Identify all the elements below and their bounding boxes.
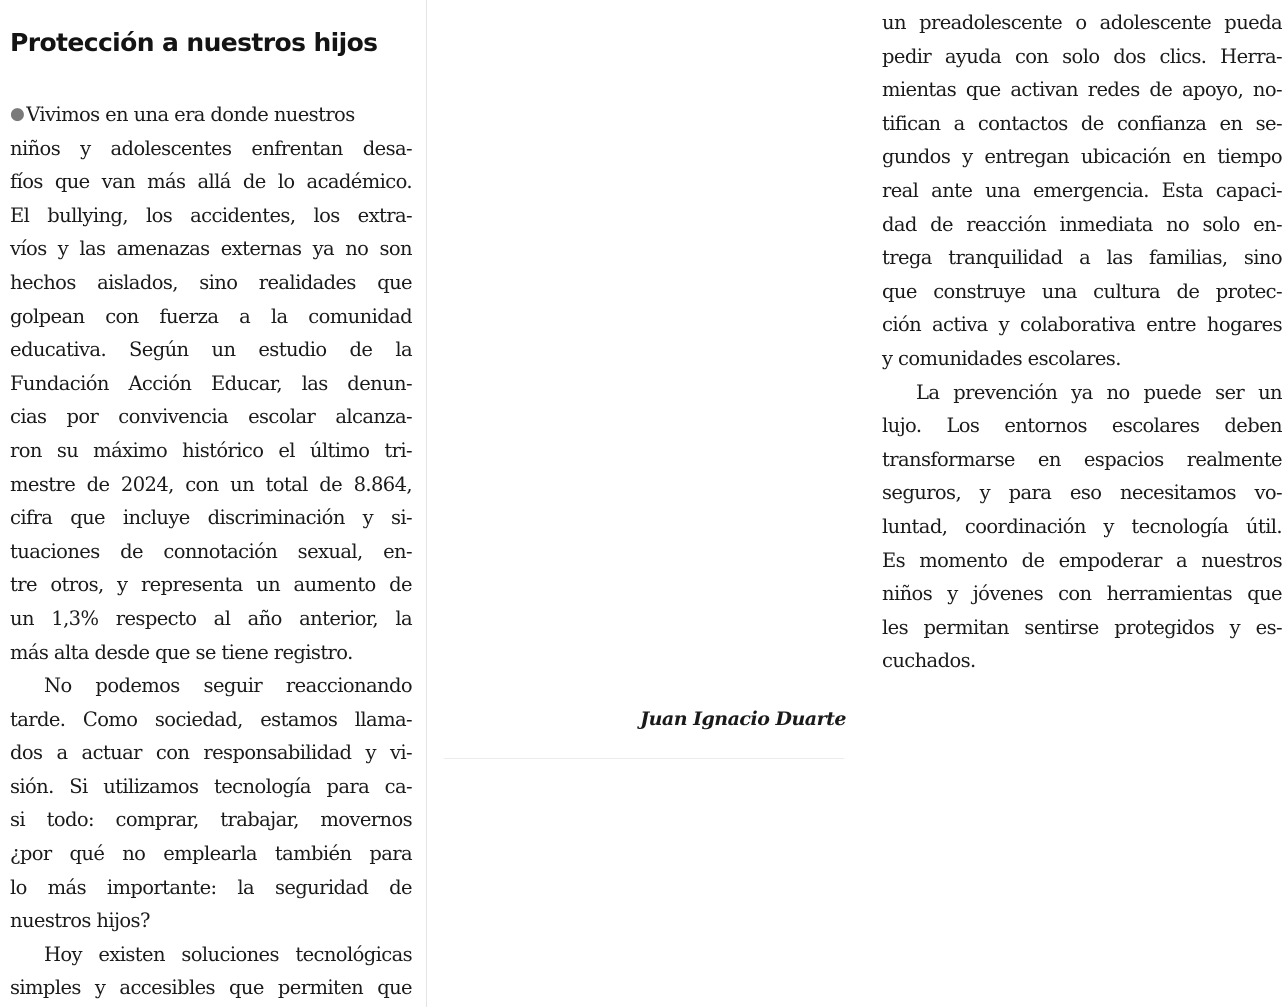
- text-line: [882, 510, 1282, 544]
- line-text: un 1,3% respecto al año anterior, la: [10, 606, 412, 630]
- line-text: cuchados.: [882, 649, 976, 673]
- line-text: tifican a contactos de confianza en se-: [882, 111, 1282, 135]
- text-line: [10, 165, 412, 199]
- text-line: [10, 871, 412, 905]
- text-line: [10, 199, 412, 233]
- text-line: [882, 208, 1282, 242]
- line-text: golpean con fuerza a la comunidad: [10, 304, 412, 328]
- line-text: niños y jóvenes con herramientas que: [882, 582, 1282, 606]
- text-line: [882, 577, 1282, 611]
- right-column-text: [882, 6, 1282, 678]
- line-text: si todo: comprar, trabajar, movernos: [10, 808, 412, 832]
- text-line: [882, 6, 1282, 40]
- text-line: [10, 938, 412, 972]
- text-line: [10, 602, 412, 636]
- line-text: pedir ayuda con solo dos clics. Herra-: [882, 44, 1282, 68]
- line-text: víos y las amenazas externas ya no son: [10, 237, 412, 261]
- line-text: El bullying, los accidentes, los extra-: [10, 203, 412, 227]
- text-line: [10, 468, 412, 502]
- line-text: un preadolescente o adolescente pueda: [882, 11, 1282, 34]
- text-line: [10, 703, 412, 737]
- text-line: [10, 98, 412, 132]
- text-line: [10, 669, 412, 703]
- text-line: [10, 837, 412, 871]
- text-line: [10, 636, 412, 670]
- line-text: dos a actuar con responsabilidad y vi-: [10, 741, 412, 765]
- line-text: ron su máximo histórico el último tri-: [10, 438, 412, 462]
- text-line: [10, 367, 412, 401]
- text-line: [10, 971, 412, 1005]
- line-text: La prevención ya no puede ser un: [916, 380, 1282, 404]
- line-text: Vivimos en una era donde nuestros: [26, 103, 355, 126]
- line-text: más alta desde que se tiene registro.: [10, 640, 353, 664]
- text-line: [10, 501, 412, 535]
- text-line: [10, 132, 412, 166]
- text-line: [10, 232, 412, 266]
- text-line: [10, 803, 412, 837]
- column-divider: [426, 0, 427, 1007]
- text-line: [10, 400, 412, 434]
- line-text: les permitan sentirse protegidos y es-: [882, 615, 1282, 639]
- line-text: cias por convivencia escolar alcanza-: [10, 405, 412, 429]
- text-line: [10, 266, 412, 300]
- text-line: [10, 770, 412, 804]
- line-text: Es momento de empoderar a nuestros: [882, 548, 1282, 572]
- line-text: ¿por qué no emplearla también para: [10, 842, 412, 866]
- text-line: [10, 568, 412, 602]
- author-signature: Juan Ignacio Duarte: [640, 708, 846, 730]
- text-line: [10, 434, 412, 468]
- line-text: seguros, y para eso necesitamos vo-: [882, 481, 1282, 505]
- line-text: lujo. Los entornos escolares deben: [882, 414, 1282, 438]
- text-line: [10, 333, 412, 367]
- line-text: hechos aislados, sino realidades que: [10, 270, 412, 294]
- line-text: real ante una emergencia. Esta capaci-: [882, 178, 1282, 202]
- text-line: [882, 73, 1282, 107]
- line-text: nuestros hijos?: [10, 909, 150, 933]
- text-line: [882, 40, 1282, 74]
- line-text: gundos y entregan ubicación en tiempo: [882, 145, 1282, 169]
- text-line: [882, 611, 1282, 645]
- text-line: [882, 174, 1282, 208]
- line-text: ción activa y colaborativa entre hogares: [882, 313, 1282, 337]
- text-line: [882, 476, 1282, 510]
- line-text: simples y accesibles que permiten que: [10, 976, 412, 1000]
- text-line: [882, 342, 1282, 376]
- line-text: que construye una cultura de protec-: [882, 279, 1282, 303]
- line-text: Hoy existen soluciones tecnológicas: [44, 942, 412, 966]
- line-text: luntad, coordinación y tecnología útil.: [882, 514, 1282, 538]
- line-text: mientas que activan redes de apoyo, no-: [882, 78, 1282, 102]
- line-text: sión. Si utilizamos tecnología para ca-: [10, 774, 412, 798]
- text-line: [10, 300, 412, 334]
- text-line: [10, 904, 412, 938]
- text-line: [882, 409, 1282, 443]
- article-title: Protección a nuestros hijos: [10, 28, 378, 57]
- text-line: [882, 443, 1282, 477]
- line-text: tuaciones de connotación sexual, en-: [10, 539, 412, 563]
- column-end-rule: [444, 758, 844, 759]
- line-text: cifra que incluye discriminación y si-: [10, 506, 412, 530]
- text-line: [882, 241, 1282, 275]
- text-line: [10, 535, 412, 569]
- text-line: [882, 376, 1282, 410]
- text-line: [882, 107, 1282, 141]
- text-line: [10, 736, 412, 770]
- line-text: fíos que van más allá de lo académico.: [10, 170, 412, 194]
- left-column-text: [10, 98, 412, 1005]
- line-text: No podemos seguir reaccionando: [44, 674, 412, 698]
- line-text: dad de reacción inmediata no solo en-: [882, 212, 1282, 236]
- text-line: [882, 544, 1282, 578]
- line-text: lo más importante: la seguridad de: [10, 875, 412, 899]
- line-text: trega tranquilidad a las familias, sino: [882, 246, 1282, 270]
- line-text: tre otros, y representa un aumento de: [10, 573, 412, 597]
- line-text: Fundación Acción Educar, las denun-: [10, 371, 412, 395]
- line-text: niños y adolescentes enfrentan desa-: [10, 136, 412, 160]
- bullet-icon: ●: [10, 104, 25, 124]
- text-line: [882, 644, 1282, 678]
- line-text: y comunidades escolares.: [882, 346, 1121, 370]
- line-text: mestre de 2024, con un total de 8.864,: [10, 472, 412, 496]
- text-line: [882, 308, 1282, 342]
- text-line: [882, 275, 1282, 309]
- text-line: [882, 140, 1282, 174]
- line-text: tarde. Como sociedad, estamos llama-: [10, 707, 412, 731]
- line-text: educativa. Según un estudio de la: [10, 338, 412, 362]
- line-text: transformarse en espacios realmente: [882, 447, 1282, 471]
